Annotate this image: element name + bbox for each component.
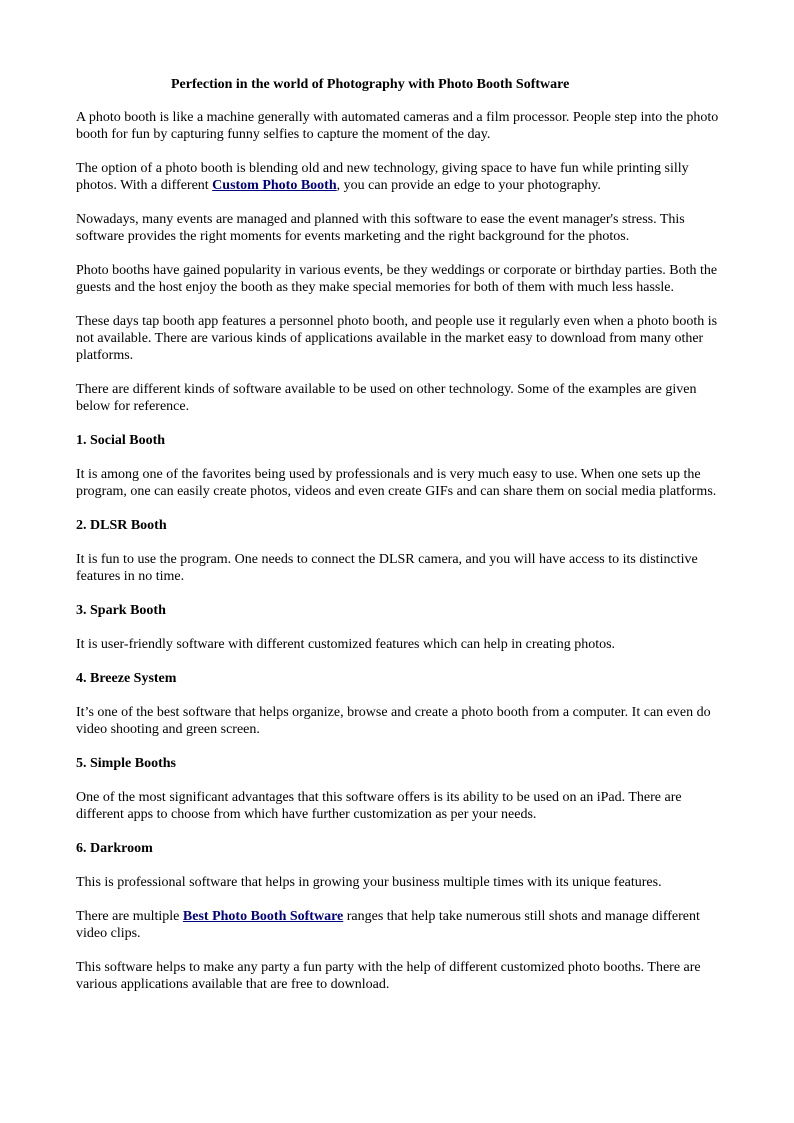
paragraph-simple-booths: One of the most significant advantages that this software offers is its ability to be used on an iPad. There are different apps to choose from which have further customization as per your needs. xyxy=(76,790,682,822)
paragraph-popularity: Photo booths have gained popularity in various events, be they weddings or corporate or birthday parties. Both the guests and the host enjoy the booth as they make special memories for both of them with much less hassle. xyxy=(76,263,718,295)
custom-photo-booth-link[interactable]: Custom Photo Booth xyxy=(212,178,337,193)
paragraph-text: The option of a photo booth is blending old and new technology, giving space to have fun while printing silly photos. With a different xyxy=(76,161,689,193)
paragraph-events: Nowadays, many events are managed and planned with this software to ease the event manager's stress. This software provides the right moments for events marketing and the right background for the photos. xyxy=(76,212,685,244)
paragraph-social-booth: It is among one of the favorites being used by professionals and is very much easy to use. When one sets up the program, one can easily create photos, videos and even create GIFs and can share them on social media platforms. xyxy=(76,467,717,499)
paragraph-spark-booth: It is user-friendly software with different customized features which can help in creating photos. xyxy=(76,637,616,652)
paragraph-text: , you can provide an edge to your photography. xyxy=(336,178,601,193)
section-heading-spark-booth: 3. Spark Booth xyxy=(76,603,166,618)
page-title: Perfection in the world of Photography with Photo Booth Software xyxy=(171,77,570,92)
paragraph-breeze-system: It’s one of the best software that helps organize, browse and create a photo booth from a computer. It can even do video shooting and green screen. xyxy=(76,705,711,737)
paragraph-examples: There are different kinds of software available to be used on other technology. Some of the examples are given below for reference. xyxy=(76,382,697,414)
paragraph-apps: These days tap booth app features a personnel photo booth, and people use it regularly even when a photo booth is not available. There are various kinds of applications available in the market easy to download from many other platforms. xyxy=(76,314,718,363)
paragraph-conclusion: This software helps to make any party a fun party with the help of different customized photo booths. There are various applications available that are free to download. xyxy=(76,960,701,992)
section-heading-breeze-system: 4. Breeze System xyxy=(76,671,177,686)
section-heading-simple-booths: 5. Simple Booths xyxy=(76,756,176,771)
paragraph-custom-booth xyxy=(76,160,721,194)
section-heading-dlsr-booth: 2. DLSR Booth xyxy=(76,518,167,533)
paragraph-text: There are multiple xyxy=(76,909,183,924)
paragraph-dlsr-booth: It is fun to use the program. One needs to connect the DLSR camera, and you will have access to its distinctive features in no time. xyxy=(76,552,698,584)
section-heading-social-booth: 1. Social Booth xyxy=(76,433,166,448)
paragraph-best-software xyxy=(76,908,721,942)
paragraph-darkroom: This is professional software that helps in growing your business multiple times with its unique features. xyxy=(76,875,662,890)
document-page xyxy=(76,76,721,1010)
paragraph-intro: A photo booth is like a machine generally with automated cameras and a film processor. People step into the photo booth for fun by capturing funny selfies to capture the moment of the day. xyxy=(76,110,719,142)
paragraph-text: ranges that help take numerous still shots and manage different video clips. xyxy=(76,909,700,941)
best-photo-booth-software-link[interactable]: Best Photo Booth Software xyxy=(182,909,344,924)
section-heading-darkroom: 6. Darkroom xyxy=(76,841,153,856)
